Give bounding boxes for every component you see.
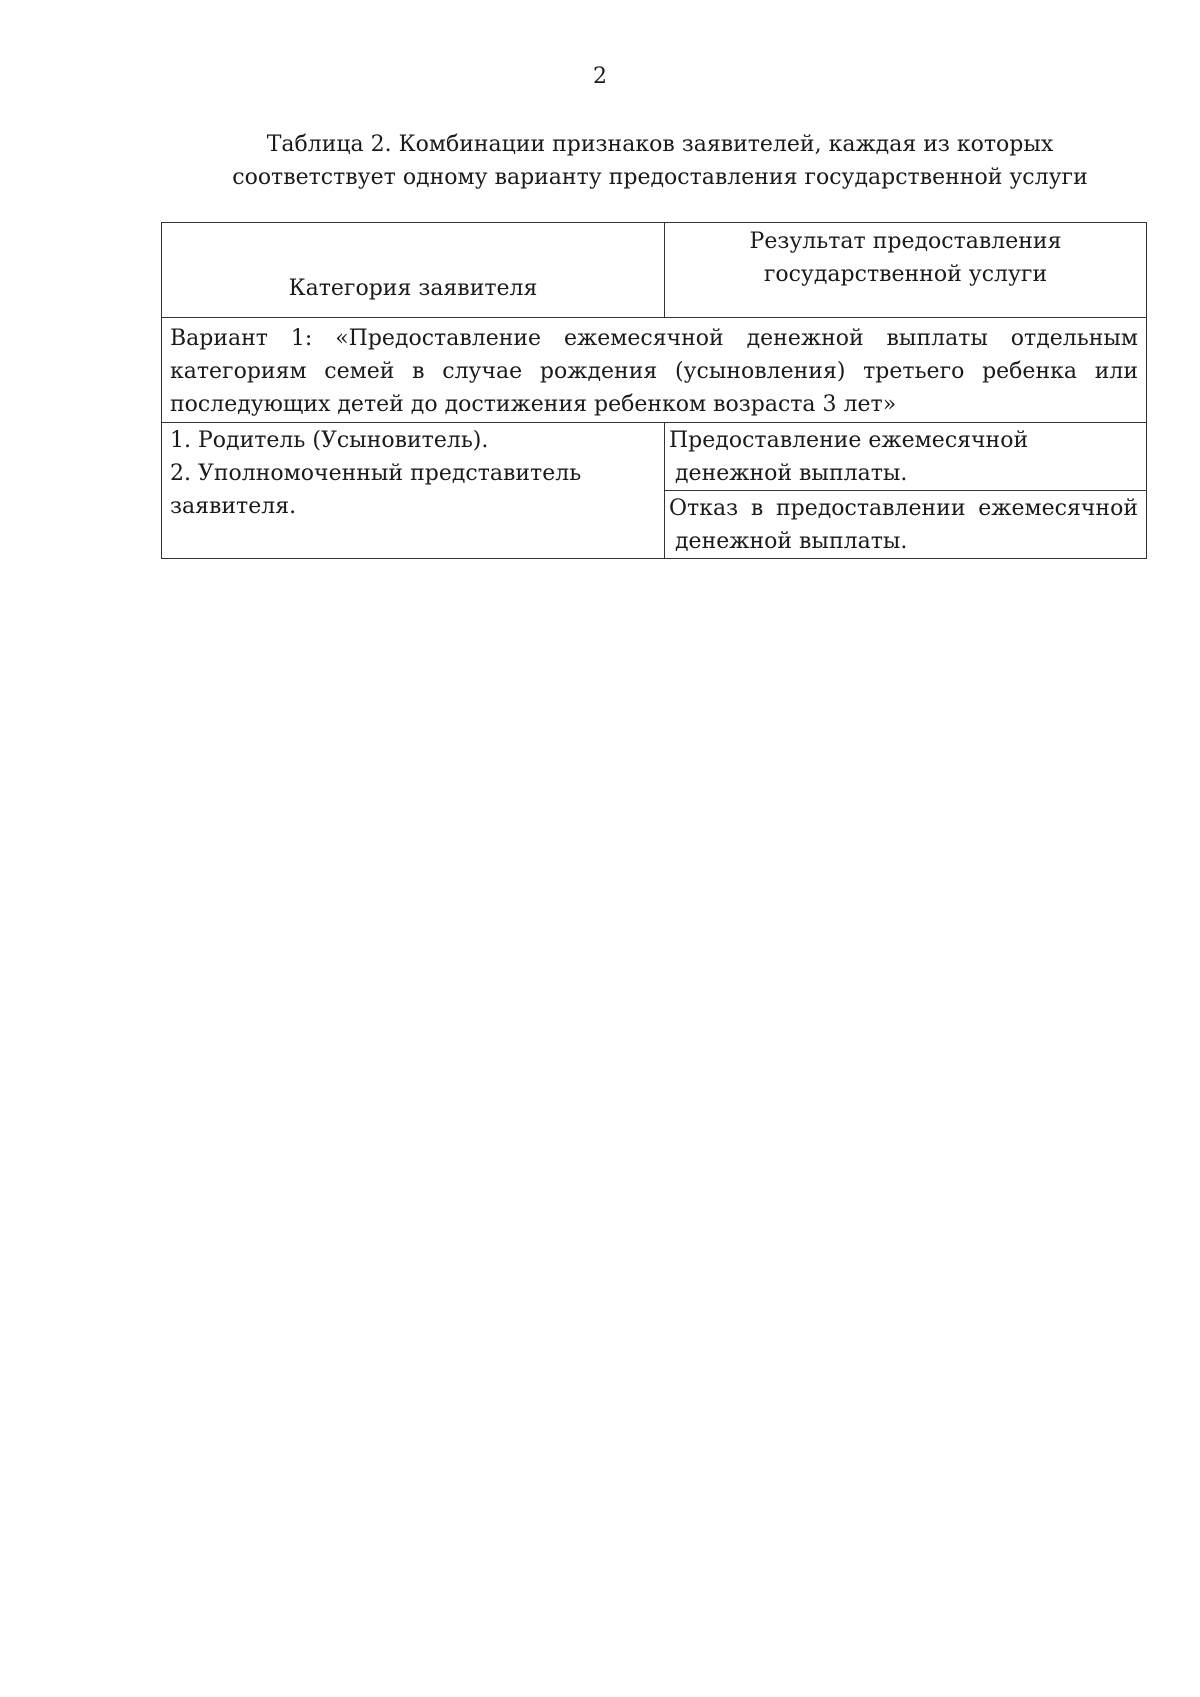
result-refusal-line-2: денежной выплаты. [675, 529, 908, 554]
variant-line-2: категориям семей в случае рождения (усыновления) третьего ребенка или [170, 359, 1138, 384]
applicant-item-3: заявителя. [170, 494, 297, 519]
table-caption [160, 128, 1160, 194]
header-service-result [665, 223, 1147, 318]
variant-line-1: Вариант 1: «Предоставление ежемесячной денежной выплаты отдельным [170, 326, 1138, 351]
header-service-result-line-2: государственной услуги [763, 262, 1048, 287]
result-grant-line-2: денежной выплаты. [675, 461, 908, 486]
applicant-combinations-table [161, 222, 1147, 559]
result-grant-cell [665, 423, 1147, 491]
variant-line-3: последующих детей до достижения ребенком возраста 3 лет» [170, 392, 897, 417]
table-header-row [162, 223, 1147, 318]
page-number: 2 [593, 64, 607, 89]
table-row [162, 423, 1147, 491]
variant-description [162, 318, 1147, 423]
header-service-result-line-1: Результат предоставления [749, 229, 1062, 254]
variant-row [162, 318, 1147, 423]
result-refusal-line-1: Отказ в предоставлении ежемесячной [669, 496, 1138, 521]
header-applicant-category-label: Категория заявителя [288, 276, 538, 301]
applicant-item-2: 2. Уполномоченный представитель [170, 461, 582, 486]
header-applicant-category [162, 223, 665, 318]
applicant-item-1: 1. Родитель (Усыновитель). [170, 428, 489, 453]
result-refusal-cell [665, 491, 1147, 559]
result-grant-line-1: Предоставление ежемесячной [669, 428, 1029, 453]
table-caption-line-1: Таблица 2. Комбинации признаков заявителей, каждая из которых [266, 132, 1054, 157]
table-caption-line-2: соответствует одному варианту предоставления государственной услуги [232, 165, 1088, 190]
applicant-categories-cell [162, 423, 665, 559]
